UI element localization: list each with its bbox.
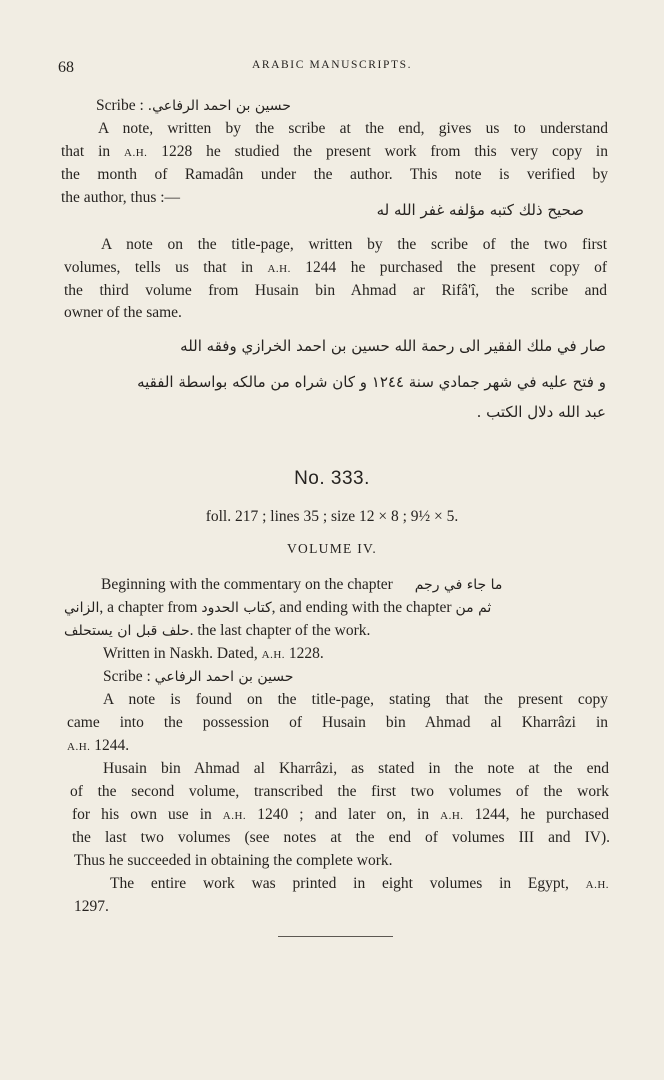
transcription-note-line: the last two volumes (see notes at the end of volumes III and IV).: [72, 829, 610, 846]
beginning-line: حلف قبل ان يستحلف. the last chapter of the work.: [64, 622, 371, 639]
title-note-line: came into the possession of Husain bin Ahmad al Kharrâzi in: [67, 714, 608, 731]
title-note-line: A.H. 1244.: [67, 737, 130, 754]
page-number: 68: [58, 59, 74, 76]
scribe-line: Scribe : حسين بن احمد الرفاعي: [103, 668, 294, 685]
note1-line: A note, written by the scribe at the end, gives us to understand: [98, 120, 608, 137]
note2-line: owner of the same.: [64, 304, 182, 321]
folio-details: foll. 217 ; lines 35 ; size 12 × 8 ; 9½ × 5.: [205, 508, 459, 525]
transcription-note-line: Thus he succeeded in obtaining the complete work.: [74, 852, 393, 869]
printed-note-line: The entire work was printed in eight volumes in Egypt, A.H.: [110, 875, 610, 892]
note2-line: A note on the title-page, written by the scribe of the two first: [101, 236, 607, 253]
end-rule-divider: [278, 936, 393, 937]
transcription-note-line: for his own use in A.H. 1240 ; and later on, in A.H. 1244, he purchased: [72, 806, 610, 823]
title-note-line: A note is found on the title-page, stating that the present copy: [103, 691, 608, 708]
note2-line: the third volume from Husain bin Ahmad ar Rifâ'î, the scribe and: [64, 282, 607, 299]
verification-arabic: صحيح ذلك كتبه مؤلفه غفر الله له: [376, 201, 584, 219]
running-title: ARABIC MANUSCRIPTS.: [251, 59, 413, 71]
scribe-line: [96, 96, 291, 116]
note1-line: that in A.H. 1228 he studied the present work from this very copy in: [61, 143, 608, 160]
transcription-note-line: Husain bin Ahmad al Kharrâzi, as stated in the note at the end: [103, 760, 609, 777]
beginning-line: الزاني, a chapter from كتاب الحدود, and ending with the chapter ثم من: [64, 599, 492, 616]
scribe-label: Scribe :: [96, 97, 144, 114]
note2-arabic-line: صار في ملك الفقير الى رحمة الله حسين بن احمد الخرازي وفقه الله: [180, 337, 606, 355]
scribe-name-arabic: حسين بن احمد الرفاعي.: [147, 98, 291, 114]
printed-note-line: 1297.: [74, 898, 109, 915]
note2-arabic-line: عبد الله دلال الكتب .: [476, 403, 606, 421]
note1-line: the month of Ramadân under the author. This note is verified by: [61, 166, 608, 183]
volume-heading: VOLUME IV.: [287, 541, 377, 556]
transcription-note-line: of the second volume, transcribed the first two volumes of the work: [70, 783, 609, 800]
note1-line: the author, thus :—: [61, 189, 181, 206]
beginning-line: Beginning with the commentary on the chapter ما جاء في رجم: [101, 576, 503, 593]
note2-arabic-line: و فتح عليه في شهر جمادي سنة ١٢٤٤ و كان شراه من مالكه بواسطة الفقيه: [137, 373, 606, 391]
note2-line: volumes, tells us that in A.H. 1244 he purchased the present copy of: [64, 259, 608, 276]
written-line: Written in Naskh. Dated, A.H. 1228.: [103, 645, 324, 662]
entry-number: No. 333.: [294, 468, 370, 489]
